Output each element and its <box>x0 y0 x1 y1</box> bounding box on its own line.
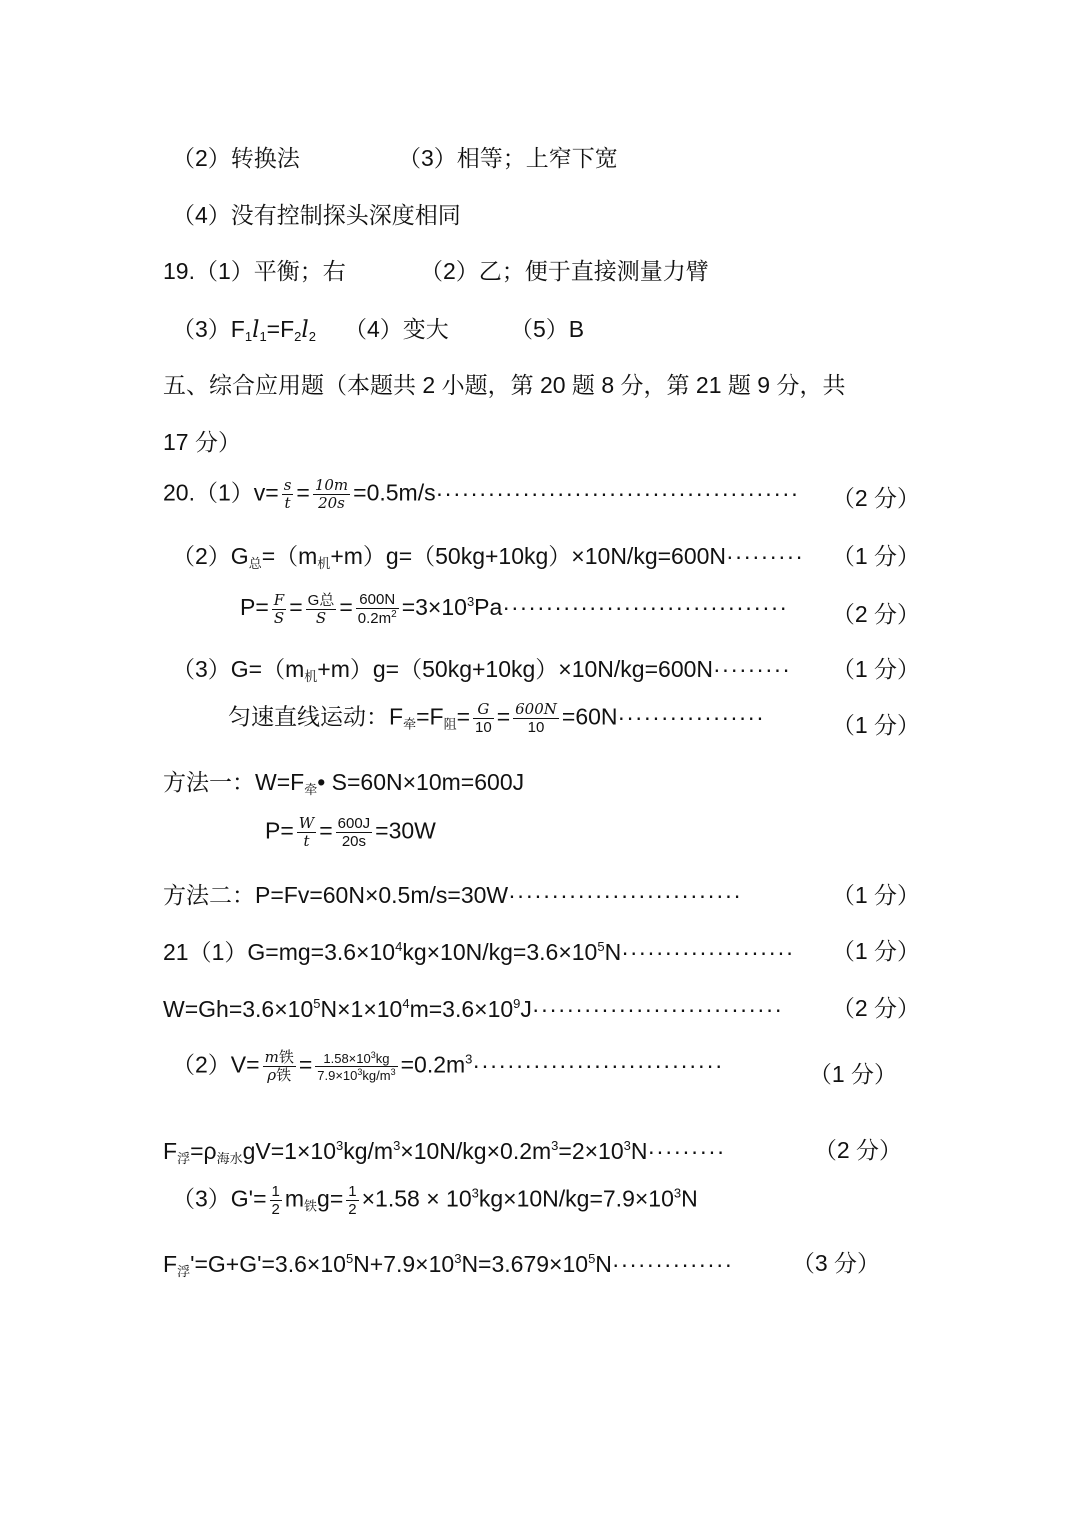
fraction <box>356 592 399 626</box>
answer-20-pressure <box>240 592 788 626</box>
numerator: G <box>473 702 494 719</box>
denominator: 2 <box>271 1201 280 1218</box>
fraction <box>272 590 286 627</box>
answer-21-3 <box>172 1184 698 1217</box>
text: '=G+G'=3.6×10 <box>190 1251 346 1277</box>
text: 3 <box>623 1138 631 1153</box>
section-heading-cont: 17 分） <box>163 429 241 455</box>
text: 铁 <box>276 1067 292 1084</box>
text: 阻 <box>443 716 457 732</box>
text: （3）G=（m <box>172 656 305 682</box>
text: N=3.679×10 <box>461 1251 589 1277</box>
text: = <box>496 703 511 730</box>
answer-18-2: （2）转换法 <box>172 145 300 171</box>
text: 5 <box>313 996 321 1011</box>
leader-dots: ··························· <box>508 882 742 908</box>
denominator <box>315 1067 397 1082</box>
text: kg×10N/kg=3.6×10 <box>402 939 598 965</box>
denominator: 20s <box>341 833 366 850</box>
text: N <box>630 1138 648 1164</box>
text: 3 <box>465 1051 473 1067</box>
answer-20-1 <box>163 478 799 511</box>
text: F <box>163 1251 178 1277</box>
fraction <box>513 702 559 735</box>
text: 20.（1）v= <box>163 479 279 506</box>
leader-dots: ················· <box>617 703 765 730</box>
text: 海水 <box>216 1151 243 1166</box>
answer-19-2: （2）乙；便于直接测量力臂 <box>420 258 709 284</box>
answer-20-uniform-motion <box>228 702 765 735</box>
answer-21-buoyancy <box>163 1139 725 1165</box>
text: • S=60N×10m=600J <box>317 769 525 795</box>
text: 3 <box>390 1067 396 1077</box>
score-20-3: （1 分） <box>831 656 920 682</box>
text: =F <box>266 316 295 342</box>
score-20-pressure: （2 分） <box>831 601 920 627</box>
text: =0.5m/s <box>353 479 436 506</box>
answer-20-method-1-power <box>265 816 436 849</box>
text: kg/m <box>362 1068 391 1083</box>
text: +m）g=（50kg+10kg）×10N/kg=600N <box>317 656 714 682</box>
denominator <box>263 1067 296 1083</box>
text: =ρ <box>190 1138 217 1164</box>
text: （2）G <box>172 543 249 569</box>
leader-dots: ································· <box>502 594 789 621</box>
answer-20-method-1 <box>163 771 524 796</box>
text: N <box>681 1185 698 1212</box>
answer-21-work <box>163 997 783 1021</box>
text: 5 <box>588 1251 596 1266</box>
numerator: F <box>273 590 285 609</box>
answer-20-2 <box>172 545 804 570</box>
leader-dots: ·············· <box>611 1251 734 1277</box>
text: 方法一：W=F <box>163 769 305 795</box>
text: 牵 <box>403 716 417 732</box>
text: 总 <box>319 591 335 609</box>
text: =3×10 <box>401 594 467 621</box>
fraction <box>306 593 337 626</box>
text: =30W <box>375 817 436 844</box>
text: 匀速直线运动：F <box>228 703 404 730</box>
text: 3 <box>335 1138 344 1153</box>
text: N <box>604 939 622 965</box>
text: 铁 <box>278 1049 294 1066</box>
text: 1.58×10 <box>323 1051 371 1066</box>
text: 铁 <box>304 1198 318 1214</box>
denominator <box>356 609 399 626</box>
text: G <box>307 591 320 609</box>
text: 牵 <box>304 782 318 797</box>
numerator: 600N <box>356 592 399 609</box>
answer-20-method-2 <box>163 884 742 907</box>
numerator: 1 <box>271 1183 280 1200</box>
denominator: 10 <box>475 719 492 736</box>
denominator: 10 <box>527 719 545 736</box>
score-21-buoyancy-final: （3 分） <box>791 1250 880 1276</box>
numerator: 1 <box>348 1183 357 1200</box>
text: F <box>163 1138 178 1164</box>
text: =0.2m <box>400 1051 466 1078</box>
score-20-1: （2 分） <box>831 485 920 511</box>
score-21-buoyancy: （2 分） <box>813 1137 902 1163</box>
text: = <box>319 817 333 844</box>
text: 3 <box>370 1050 376 1060</box>
score-21-work: （2 分） <box>831 995 920 1021</box>
score-20-method-2: （1 分） <box>831 882 920 908</box>
leader-dots: ····························· <box>531 996 784 1022</box>
answer-18-4: （4）没有控制探头深度相同 <box>172 202 461 228</box>
score-21-2: （1 分） <box>808 1061 897 1087</box>
text: 3 <box>454 1251 462 1266</box>
text: =60N <box>561 703 618 730</box>
score-20-2: （1 分） <box>831 543 920 569</box>
text: 机 <box>304 669 318 684</box>
section-heading: 五、综合应用题（本题共 2 小题，第 20 题 8 分，第 21 题 9 分，共 <box>163 372 846 398</box>
text: = <box>298 1051 313 1078</box>
score-21-1: （1 分） <box>831 938 920 964</box>
text: （2）V= <box>172 1051 260 1078</box>
text: P= <box>240 594 269 621</box>
text: 9 <box>513 996 521 1011</box>
answer-19-1: 19.（1）平衡；右 <box>163 258 346 284</box>
answer-20-3 <box>172 658 791 683</box>
leader-dots: ····························· <box>472 1051 724 1078</box>
text: = <box>289 594 303 621</box>
numerator <box>315 1051 397 1067</box>
text: 2 <box>294 329 302 344</box>
text: 3 <box>393 1138 401 1153</box>
text: 7.9×10 <box>317 1068 358 1083</box>
text: 浮 <box>177 1264 191 1279</box>
text: 5 <box>345 1251 354 1266</box>
denominator: t <box>303 832 310 850</box>
text: gV=1×10 <box>242 1138 336 1164</box>
text: =F <box>416 703 444 730</box>
text: = <box>339 594 353 621</box>
text: 1 <box>244 329 253 344</box>
text: kg×10N/kg=7.9×10 <box>478 1185 674 1212</box>
numerator: W <box>298 814 315 832</box>
text: kg/m <box>343 1138 394 1164</box>
text: （3）G'= <box>172 1185 267 1212</box>
leader-dots: ·········································· <box>435 479 800 506</box>
text: 机 <box>317 556 331 571</box>
text: =（m <box>261 543 318 569</box>
text: 4 <box>402 996 410 1011</box>
text: N <box>595 1251 612 1277</box>
text: l <box>252 317 260 343</box>
text: 3 <box>357 1067 363 1077</box>
fraction <box>473 702 494 735</box>
denominator: S <box>273 608 285 627</box>
text: l <box>301 317 309 343</box>
denominator: t <box>284 494 291 512</box>
denominator: 2 <box>348 1201 357 1218</box>
text: 1 <box>259 329 267 344</box>
fraction <box>346 1184 358 1217</box>
numerator <box>306 593 337 610</box>
text: 3 <box>471 1185 479 1201</box>
numerator: 600N <box>515 700 557 718</box>
fraction <box>270 1184 282 1217</box>
answer-21-2 <box>172 1050 724 1083</box>
text: g= <box>317 1185 344 1212</box>
text: ×1.58 × 10 <box>361 1185 472 1212</box>
text: +m）g=（50kg+10kg）×10N/kg=600N <box>330 543 727 569</box>
text: N×1×10 <box>320 996 403 1022</box>
fraction <box>336 816 373 849</box>
text: （3）F <box>172 316 245 342</box>
fraction <box>315 1051 397 1082</box>
text: kg <box>375 1051 390 1066</box>
numerator: 600J <box>337 815 371 832</box>
text: 2 <box>308 329 316 344</box>
text: 4 <box>395 939 403 954</box>
text: = <box>296 479 310 506</box>
numerator: 10m <box>314 476 349 494</box>
text: J <box>520 996 532 1022</box>
text: = <box>456 703 471 730</box>
text: 浮 <box>177 1151 191 1166</box>
text: 3 <box>466 594 475 610</box>
leader-dots: ········· <box>647 1138 726 1164</box>
answer-21-buoyancy-final <box>163 1252 733 1278</box>
leader-dots: ···················· <box>621 939 795 965</box>
text: W=Gh=3.6×10 <box>163 996 314 1022</box>
answer-18-3: （3）相等；上窄下宽 <box>398 145 618 171</box>
text: m <box>284 1185 305 1212</box>
text: m=3.6×10 <box>409 996 514 1022</box>
fraction <box>297 816 316 849</box>
text: 方法二：P=Fv=60N×0.5m/s=30W <box>163 882 509 908</box>
fraction <box>313 478 350 511</box>
leader-dots: ········· <box>713 656 791 682</box>
answer-19-5: （5）B <box>510 316 585 342</box>
text: 3 <box>551 1138 559 1153</box>
text: 总 <box>248 556 262 571</box>
text: 3 <box>673 1185 682 1201</box>
text: 5 <box>597 939 605 954</box>
text: =2×10 <box>558 1138 624 1164</box>
text: N+7.9×10 <box>353 1251 455 1277</box>
text: 21（1）G=mg=3.6×10 <box>163 939 396 965</box>
score-20-uniform-motion: （1 分） <box>831 712 920 738</box>
fraction <box>282 478 294 511</box>
numerator <box>263 1050 296 1067</box>
fraction <box>263 1050 296 1083</box>
answer-19-3 <box>172 318 316 343</box>
text: ρ <box>267 1066 277 1084</box>
numerator: s <box>283 476 292 494</box>
text: 0.2m <box>357 610 392 627</box>
answer-21-1 <box>163 940 794 964</box>
leader-dots: ········· <box>726 543 804 569</box>
text: m <box>264 1048 279 1066</box>
text: Pa <box>474 594 503 621</box>
denominator: S <box>315 608 327 627</box>
text: ×10N/kg×0.2m <box>400 1138 552 1164</box>
text: P= <box>265 817 294 844</box>
text: 2 <box>391 609 397 620</box>
denominator: 20s <box>318 494 345 512</box>
answer-19-4: （4）变大 <box>344 316 449 342</box>
